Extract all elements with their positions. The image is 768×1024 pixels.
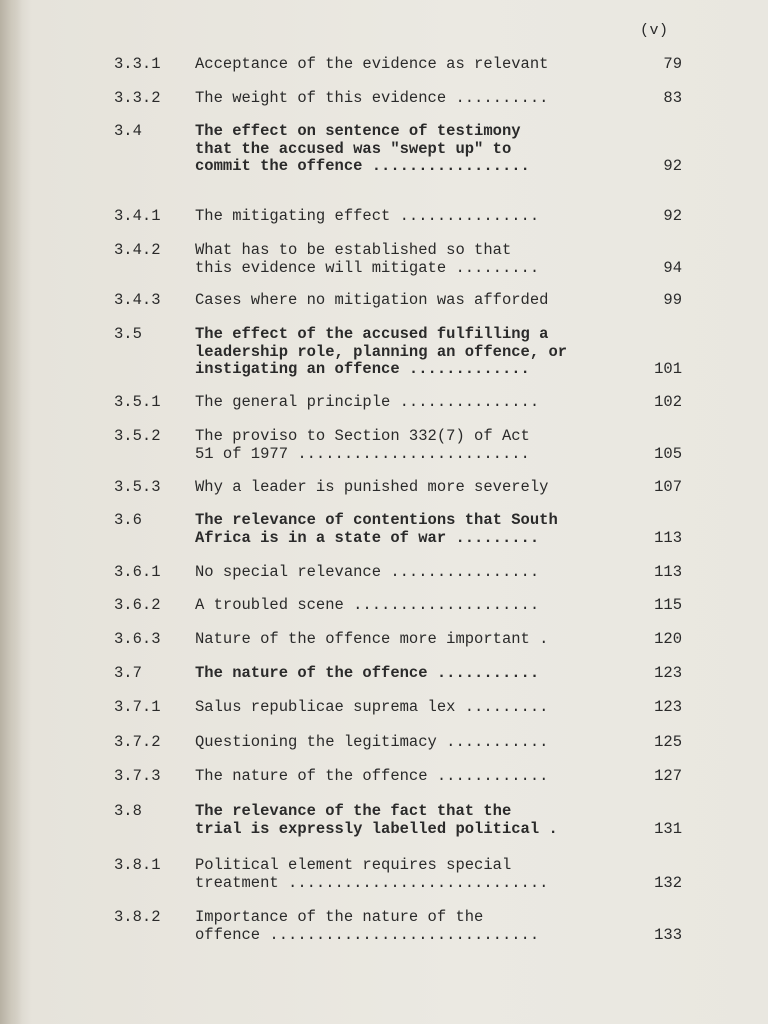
section-title-line: What has to be established so that <box>195 241 512 259</box>
section-title <box>195 208 615 226</box>
section-title-line: Political element requires special <box>195 856 512 874</box>
page-reference: 127 <box>654 767 682 785</box>
section-number: 3.7 <box>114 664 142 682</box>
section-number: 3.3.2 <box>114 89 161 107</box>
page-reference: 101 <box>654 360 682 378</box>
section-number: 3.5.2 <box>114 427 161 445</box>
section-title-line: The weight of this evidence .......... <box>195 89 549 107</box>
section-number: 3.5.1 <box>114 393 161 411</box>
section-title <box>195 597 615 615</box>
section-number: 3.6.3 <box>114 630 161 648</box>
page-reference: 123 <box>654 698 682 716</box>
section-title-line: Importance of the nature of the <box>195 908 484 926</box>
section-title <box>195 768 615 786</box>
page-reference: 102 <box>654 393 682 411</box>
section-number: 3.6 <box>114 511 142 529</box>
section-title-line: Questioning the legitimacy ........... <box>195 733 549 751</box>
section-title-line: A troubled scene .................... <box>195 596 540 614</box>
section-title-line: The effect of the accused fulfilling a <box>195 325 549 343</box>
section-title-line: trial is expressly labelled political . <box>195 819 558 838</box>
section-title-line: Acceptance of the evidence as relevant <box>195 55 549 73</box>
page-reference: 92 <box>663 157 682 175</box>
page-reference: 115 <box>654 596 682 614</box>
section-title <box>195 857 615 892</box>
page-reference: 99 <box>663 291 682 309</box>
section-title-line: Cases where no mitigation was afforded <box>195 291 549 309</box>
section-title <box>195 394 615 412</box>
section-title <box>195 631 615 649</box>
section-title-line: leadership role, planning an offence, or <box>195 342 568 361</box>
page-reference: 120 <box>654 630 682 648</box>
section-title-line: commit the offence ................. <box>195 157 530 175</box>
section-title-line: No special relevance ................ <box>195 563 540 581</box>
section-title <box>195 803 615 838</box>
page-label: (v) <box>640 22 669 39</box>
section-number: 3.5 <box>114 325 142 343</box>
section-number: 3.3.1 <box>114 55 161 73</box>
section-title-line: The mitigating effect ............... <box>195 207 540 225</box>
section-title-line: offence ............................. <box>195 925 540 944</box>
section-number: 3.4.2 <box>114 241 161 259</box>
section-number: 3.8.2 <box>114 908 161 926</box>
section-number: 3.7.2 <box>114 733 161 751</box>
section-title-line: this evidence will mitigate ......... <box>195 258 540 277</box>
section-title <box>195 56 615 74</box>
section-title-line: treatment ............................ <box>195 873 549 892</box>
section-number: 3.8 <box>114 802 142 820</box>
section-title <box>195 909 615 944</box>
section-title <box>195 428 615 463</box>
section-title-line: that the accused was "swept up" to <box>195 139 512 158</box>
page-reference: 92 <box>663 207 682 225</box>
page-reference: 105 <box>654 444 682 463</box>
page-reference: 123 <box>654 664 682 682</box>
section-title-line: The general principle ............... <box>195 393 540 411</box>
section-number: 3.6.2 <box>114 596 161 614</box>
section-title-line: The nature of the offence ............ <box>195 767 549 785</box>
page-reference: 132 <box>654 873 682 892</box>
section-title <box>195 242 615 277</box>
page-reference: 94 <box>663 258 682 277</box>
section-title-line: Nature of the offence more important . <box>195 630 549 648</box>
section-number: 3.7.1 <box>114 698 161 716</box>
section-title-line: Salus republicae suprema lex ......... <box>195 698 549 716</box>
section-title <box>195 512 615 547</box>
section-number: 3.4.3 <box>114 291 161 309</box>
section-title <box>195 90 615 108</box>
section-number: 3.5.3 <box>114 478 161 496</box>
section-number: 3.7.3 <box>114 767 161 785</box>
section-title <box>195 479 615 497</box>
page-reference: 133 <box>654 925 682 944</box>
page-reference: 131 <box>654 819 682 838</box>
page-binding-edge <box>0 0 22 1024</box>
section-number: 3.4.1 <box>114 207 161 225</box>
section-title-line: The nature of the offence ........... <box>195 664 540 682</box>
page-reference: 107 <box>654 478 682 496</box>
section-title-line: The proviso to Section 332(7) of Act <box>195 427 530 445</box>
section-number: 3.4 <box>114 122 142 140</box>
section-title <box>195 564 615 582</box>
section-number: 3.6.1 <box>114 563 161 581</box>
section-title-line: instigating an offence ............. <box>195 360 530 378</box>
section-title <box>195 665 615 683</box>
page-reference: 113 <box>654 563 682 581</box>
page-reference: 125 <box>654 733 682 751</box>
section-title-line: Africa is in a state of war ......... <box>195 528 540 547</box>
page-reference: 79 <box>663 55 682 73</box>
section-title-line: The relevance of contentions that South <box>195 511 558 529</box>
section-title-line: The relevance of the fact that the <box>195 802 512 820</box>
section-title <box>195 123 615 176</box>
section-title-line: The effect on sentence of testimony <box>195 122 521 140</box>
section-title <box>195 292 615 310</box>
page-reference: 83 <box>663 89 682 107</box>
section-title <box>195 699 615 717</box>
page-reference: 113 <box>654 528 682 547</box>
section-title-line: 51 of 1977 ......................... <box>195 444 530 463</box>
section-title <box>195 734 615 752</box>
section-title-line: Why a leader is punished more severely <box>195 478 549 496</box>
section-title <box>195 326 615 379</box>
section-number: 3.8.1 <box>114 856 161 874</box>
